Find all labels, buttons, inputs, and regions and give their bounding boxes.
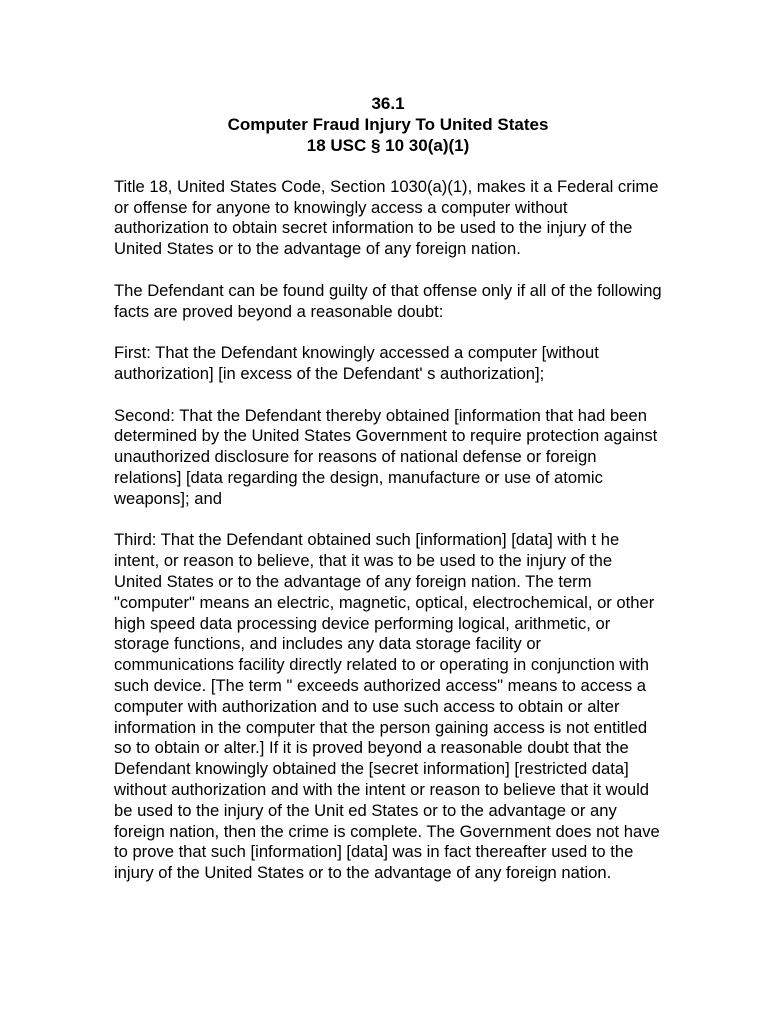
paragraph-third-element: Third: That the Defendant obtained such [information] [data] with t he intent, or reason to believe, that it was to be used to the injury of the United States or to the advantage of any foreign nation. The term "computer" means an electric, magnetic, optical, electrochemical, or other high speed data processing device performing logical, arithmetic, or storage functions, and includes any data storage facility or communications facility directly related to or operating in conjunction with such device. [The term " exceeds authorized access" means to access a computer with authorization and to use such access to obtain or alter information in the computer that the person gaining access is not entitled so to obtain or alter.] If it is proved beyond a reasonable doubt that the Defendant knowingly obtained the [secret information] [restricted data] without authorization and with the intent or reason to believe that it would be used to the injury of the Unit ed States or to the advantage or any foreign nation, then the crime is complete. The Government does not have to prove that such [information] [data] was in fact thereafter used to the injury of the United States or to the advantage of any foreign nation.	[114, 530, 660, 883]
instruction-number: 36.1	[371, 94, 405, 113]
paragraph-elements-lead: The Defendant can be found guilty of that offense only if all of the following facts are proved beyond a reasonable doubt:	[114, 280, 662, 321]
document-heading	[114, 93, 662, 156]
paragraph-intro: Title 18, United States Code, Section 1030(a)(1), makes it a Federal crime or offense for anyone to knowingly access a computer without authorization to obtain secret information to be used to the injury of the United States or to the advantage of any foreign nation.	[114, 176, 659, 259]
paragraph-second-element: Second: That the Defendant thereby obtained [information that had been determined by the United States Government to require protection against unauthorized disclosure for reasons of national defense or foreign relations] [data regarding the design, manufacture or use of atomic weapons]; and	[114, 405, 658, 508]
document-page	[114, 93, 662, 905]
paragraph-first-element: First: That the Defendant knowingly accessed a computer [without authorization] [in excess of the Defendant' s authorization];	[114, 343, 599, 383]
statute-citation: 18 USC § 10 30(a)(1)	[306, 136, 470, 155]
instruction-title: Computer Fraud Injury To United States	[227, 115, 549, 134]
